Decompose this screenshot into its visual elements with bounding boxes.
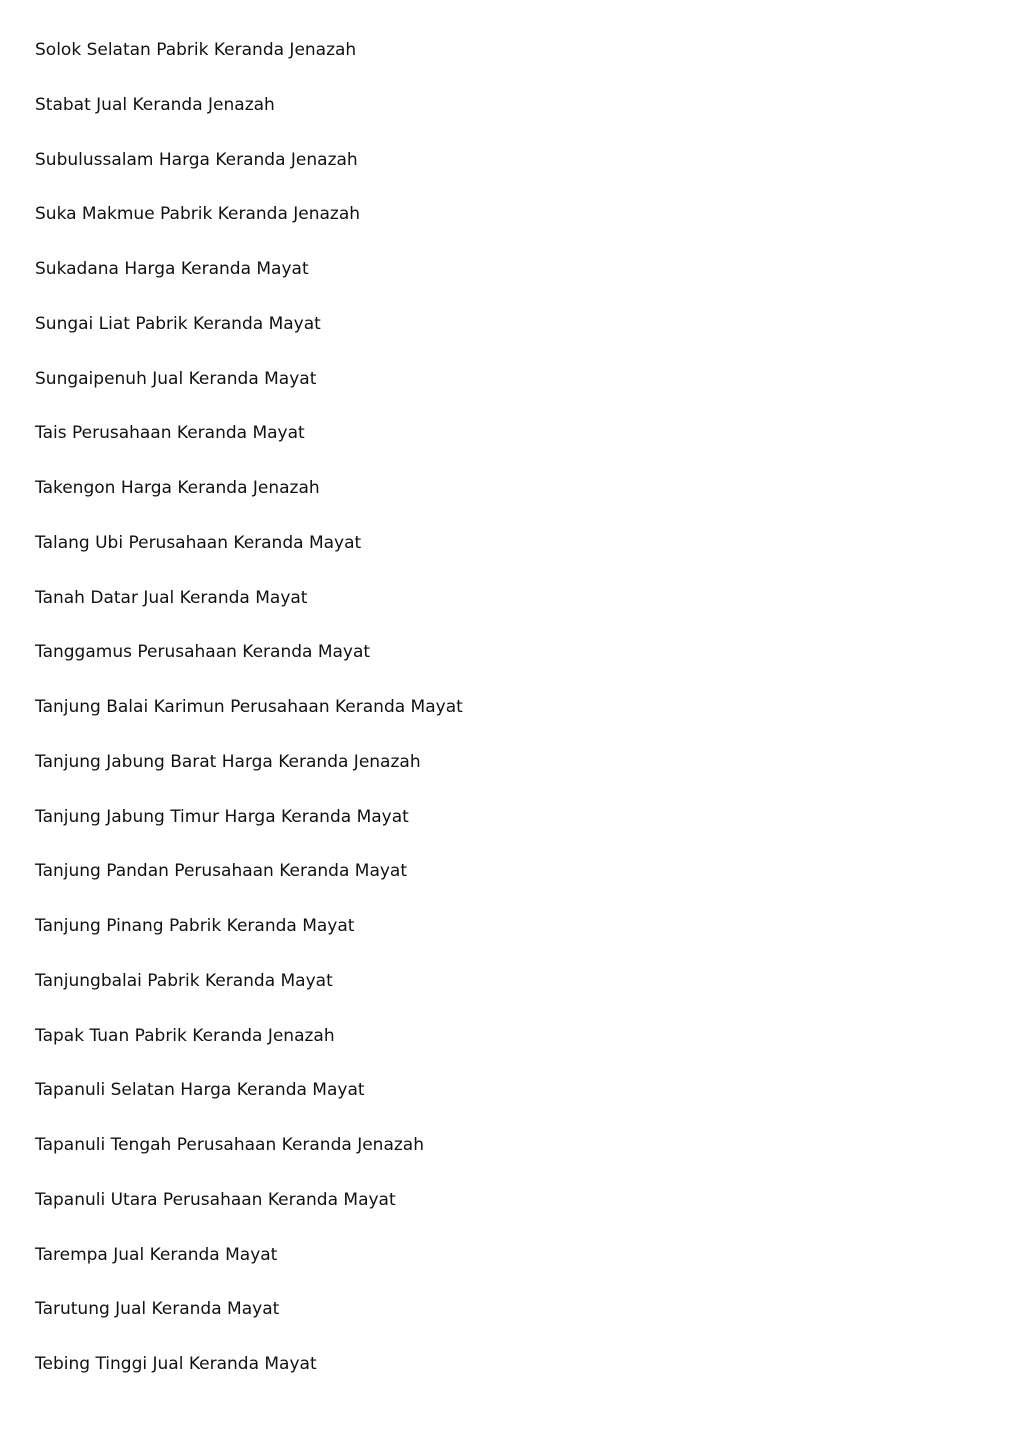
location-list (35, 37, 463, 1406)
list-item: Tanjung Pinang Pabrik Keranda Mayat (35, 916, 355, 936)
list-item: Sungai Liat Pabrik Keranda Mayat (35, 313, 321, 334)
list-item: Suka Makmue Pabrik Keranda Jenazah (35, 204, 361, 225)
list-item: Sukadana Harga Keranda Mayat (35, 259, 309, 279)
list-item: Tanggamus Perusahaan Keranda Mayat (35, 642, 371, 663)
list-item: Tapanuli Tengah Perusahaan Keranda Jenazah (35, 1135, 424, 1155)
list-item: Tanjung Jabung Timur Harga Keranda Mayat (35, 806, 409, 827)
list-item: Tais Perusahaan Keranda Mayat (35, 423, 305, 444)
list-item: Tapanuli Selatan Harga Keranda Mayat (35, 1080, 365, 1101)
list-item: Tarempa Jual Keranda Mayat (35, 1244, 278, 1265)
list-item: Tanjung Balai Karimun Perusahaan Keranda Mayat (35, 697, 463, 717)
list-item: Solok Selatan Pabrik Keranda Jenazah (35, 40, 357, 60)
list-item: Tanjungbalai Pabrik Keranda Mayat (35, 970, 333, 991)
list-item: Subulussalam Harga Keranda Jenazah (35, 149, 358, 170)
list-item: Tanjung Pandan Perusahaan Keranda Mayat (35, 861, 408, 882)
list-item: Stabat Jual Keranda Jenazah (35, 94, 275, 115)
list-item: Sungaipenuh Jual Keranda Mayat (35, 368, 317, 389)
list-item: Tapak Tuan Pabrik Keranda Jenazah (35, 1025, 335, 1046)
list-item: Tanah Datar Jual Keranda Mayat (35, 587, 308, 608)
list-item: Tapanuli Utara Perusahaan Keranda Mayat (35, 1189, 396, 1210)
list-item: Talang Ubi Perusahaan Keranda Mayat (35, 532, 362, 553)
list-item: Tarutung Jual Keranda Mayat (35, 1299, 280, 1320)
list-item: Takengon Harga Keranda Jenazah (35, 478, 320, 498)
list-item: Tebing Tinggi Jual Keranda Mayat (35, 1354, 317, 1374)
list-item: Tanjung Jabung Barat Harga Keranda Jenazah (35, 751, 421, 772)
